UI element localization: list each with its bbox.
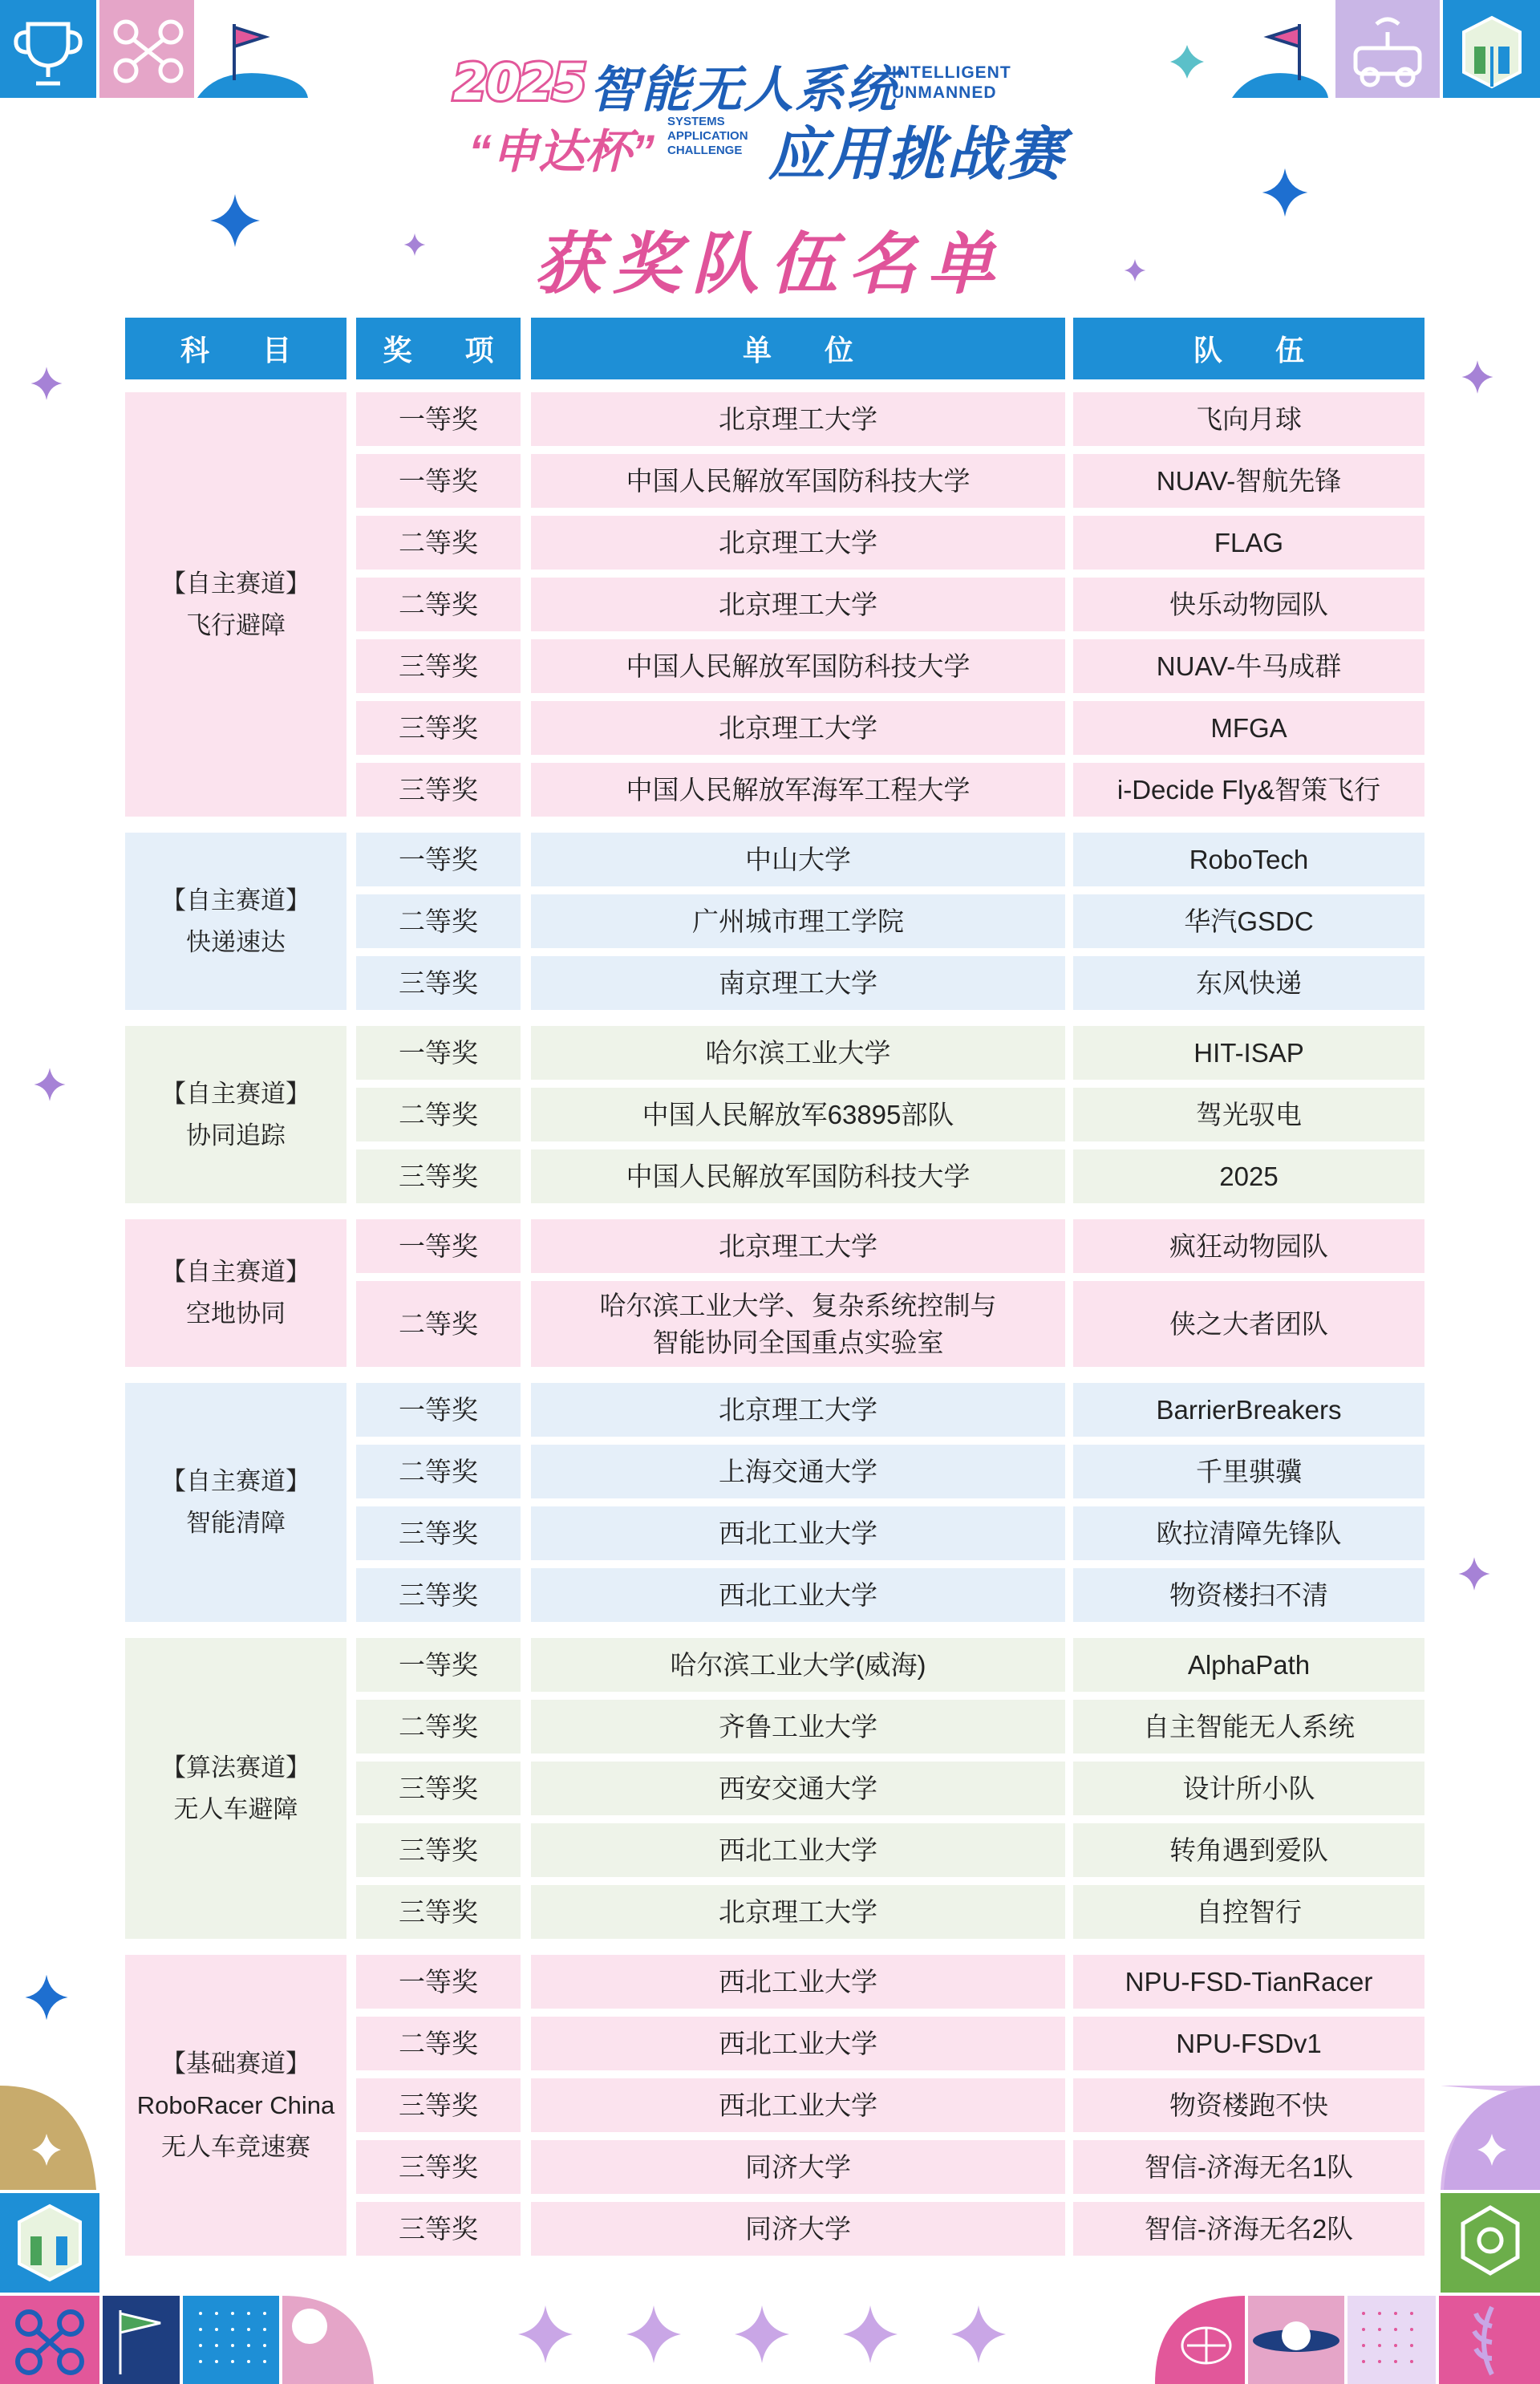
table-cell-team: 智信-济海无名1队	[1073, 2140, 1424, 2194]
english-title-block1	[892, 63, 1011, 103]
table-cell-unit: 西北工业大学	[531, 1568, 1065, 1622]
table-cell-team: 2025	[1073, 1149, 1424, 1203]
table-cell-award: 二等奖	[356, 894, 521, 948]
subject-line: RoboRacer China	[136, 2090, 335, 2119]
subject-cell	[125, 833, 346, 1010]
table-cell-unit: 中国人民解放军国防科技大学	[531, 1149, 1065, 1203]
english-word: APPLICATION	[667, 129, 748, 143]
table-cell-award: 二等奖	[356, 2017, 521, 2070]
event-title-line2: 应用挑战赛	[768, 123, 1066, 187]
table-cell-unit: 同济大学	[531, 2140, 1065, 2194]
table-cell-award: 二等奖	[356, 516, 521, 570]
table-cell-award: 二等奖	[356, 578, 521, 631]
golf-ball-icon	[292, 2309, 327, 2344]
table-cell-unit: 中国人民解放军国防科技大学	[531, 639, 1065, 693]
english-word: INTELLIGENT	[892, 63, 1011, 82]
table-cell-unit: 同济大学	[531, 2202, 1065, 2256]
table-cell-team: 快乐动物园队	[1073, 578, 1424, 631]
unit-line: 哈尔滨工业大学、复杂系统控制与	[599, 1290, 997, 1320]
table-cell-team: 物资楼跑不快	[1073, 2078, 1424, 2132]
table-cell-award: 一等奖	[356, 833, 521, 886]
column-header-team: 队 伍	[1073, 318, 1424, 379]
table-cell-unit: 西北工业大学	[531, 1823, 1065, 1877]
table-cell-unit: 北京理工大学	[531, 578, 1065, 631]
event-year: 2025	[453, 53, 586, 111]
table-cell-team: BarrierBreakers	[1073, 1383, 1424, 1437]
table-cell-team: HIT-ISAP	[1073, 1026, 1424, 1080]
table-cell-award: 三等奖	[356, 956, 521, 1010]
table-cell-award: 一等奖	[356, 1638, 521, 1692]
subject-cell	[125, 1026, 346, 1203]
cup-name: “申达杯”	[468, 126, 655, 178]
table-cell-unit: 北京理工大学	[531, 701, 1065, 755]
table-cell-team: i-Decide Fly&智策飞行	[1073, 763, 1424, 817]
table-cell-team: 疯狂动物园队	[1073, 1219, 1424, 1273]
subject-line: 【自主赛道】	[161, 1079, 310, 1108]
table-cell-unit: 哈尔滨工业大学	[531, 1026, 1065, 1080]
building-block-icon	[19, 2206, 80, 2280]
table-cell-unit: 北京理工大学	[531, 1885, 1065, 1939]
table-cell-unit: 齐鲁工业大学	[531, 1700, 1065, 1754]
table-cell-award: 三等奖	[356, 639, 521, 693]
table-cell-award: 三等奖	[356, 701, 521, 755]
table-cell-award: 一等奖	[356, 1219, 521, 1273]
table-cell-unit: 中国人民解放军63895部队	[531, 1088, 1065, 1141]
table-cell-team: 千里骐骥	[1073, 1445, 1424, 1498]
subject-line: 协同追踪	[186, 1121, 286, 1149]
table-cell-unit: 北京理工大学	[531, 516, 1065, 570]
table-cell-team: 自主智能无人系统	[1073, 1700, 1424, 1754]
table-cell-award: 二等奖	[356, 1281, 521, 1367]
subject-cell	[125, 1638, 346, 1939]
subject-line: 无人车避障	[173, 1794, 298, 1823]
english-word: SYSTEMS	[667, 115, 725, 128]
table-cell-team: NUAV-智航先锋	[1073, 454, 1424, 508]
table-cell-award: 三等奖	[356, 1506, 521, 1560]
table-cell-team: AlphaPath	[1073, 1638, 1424, 1692]
table-cell-award: 三等奖	[356, 2078, 521, 2132]
subject-line: 【算法赛道】	[161, 1753, 310, 1782]
table-cell-team: 物资楼扫不清	[1073, 1568, 1424, 1622]
table-cell-award: 三等奖	[356, 2140, 521, 2194]
table-cell-award: 二等奖	[356, 1700, 521, 1754]
page-header	[0, 0, 1540, 201]
table-cell-unit: 北京理工大学	[531, 392, 1065, 446]
table-cell-team: 转角遇到爱队	[1073, 1823, 1424, 1877]
subject-line: 智能清障	[186, 1509, 286, 1537]
table-cell-award: 一等奖	[356, 1955, 521, 2009]
brain-chip-icon	[1182, 2328, 1230, 2363]
table-cell-unit: 北京理工大学	[531, 1383, 1065, 1437]
table-cell-team: 华汽GSDC	[1073, 894, 1424, 948]
event-title-line1: 智能无人系统	[590, 63, 898, 118]
table-cell-unit: 北京理工大学	[531, 1219, 1065, 1273]
table-cell-unit: 西北工业大学	[531, 1506, 1065, 1560]
subject-cell	[125, 392, 346, 817]
subject-line: 快递速达	[186, 927, 286, 956]
table-cell-award: 三等奖	[356, 763, 521, 817]
subject-line: 【自主赛道】	[161, 1467, 310, 1495]
subject-line: 【自主赛道】	[161, 1258, 310, 1286]
sparkle-row	[513, 2302, 1027, 2366]
table-cell-unit: 西北工业大学	[531, 1955, 1065, 2009]
table-cell-award: 三等奖	[356, 1568, 521, 1622]
table-cell-team: 驾光驭电	[1073, 1088, 1424, 1141]
subject-cell	[125, 1219, 346, 1367]
table-cell-unit: 西北工业大学	[531, 2078, 1065, 2132]
table-cell-team: 设计所小队	[1073, 1762, 1424, 1815]
sparkle-icon	[29, 366, 64, 401]
sparkle-icon	[22, 1973, 71, 2021]
subject-line: 【基础赛道】	[161, 2049, 310, 2078]
column-header-award: 奖 项	[356, 318, 521, 379]
sparkle-icon	[1457, 1556, 1492, 1591]
table-cell-team: 东风快递	[1073, 956, 1424, 1010]
unit-line: 智能协同全国重点实验室	[652, 1327, 944, 1357]
table-cell-unit: 南京理工大学	[531, 956, 1065, 1010]
table-cell-award: 三等奖	[356, 1762, 521, 1815]
table-cell-unit: 西安交通大学	[531, 1762, 1065, 1815]
table-cell-team: FLAG	[1073, 516, 1424, 570]
subject-line: 【自主赛道】	[161, 886, 310, 914]
table-cell-award: 三等奖	[356, 2202, 521, 2256]
column-header-subject: 科 目	[125, 318, 346, 379]
table-cell-award: 三等奖	[356, 1885, 521, 1939]
table-cell-unit: 西北工业大学	[531, 2017, 1065, 2070]
table-cell-unit: 中山大学	[531, 833, 1065, 886]
sparkle-icon	[1460, 359, 1495, 395]
table-cell-award: 一等奖	[356, 1383, 521, 1437]
subject-cell	[125, 1955, 346, 2256]
table-cell-unit: 哈尔滨工业大学(威海)	[531, 1638, 1065, 1692]
table-cell-award: 二等奖	[356, 1445, 521, 1498]
table-cell-team: NPU-FSDv1	[1073, 2017, 1424, 2070]
page-title: 获奖队伍名单	[533, 226, 1006, 302]
english-word: CHALLENGE	[667, 144, 743, 157]
table-cell-unit: 中国人民解放军海军工程大学	[531, 763, 1065, 817]
english-word: UNMANNED	[892, 83, 997, 102]
table-cell-award: 一等奖	[356, 454, 521, 508]
table-cell-team: 自控智行	[1073, 1885, 1424, 1939]
table-cell-unit	[531, 1281, 1065, 1367]
subject-line: 【自主赛道】	[161, 569, 310, 598]
table-cell-team: NUAV-牛马成群	[1073, 639, 1424, 693]
table-cell-award: 二等奖	[356, 1088, 521, 1141]
table-cell-award: 一等奖	[356, 1026, 521, 1080]
sparkle-icon	[32, 1067, 67, 1102]
table-cell-unit: 中国人民解放军国防科技大学	[531, 454, 1065, 508]
subject-line: 无人车竞速赛	[161, 2132, 310, 2161]
table-cell-team: 欧拉清障先锋队	[1073, 1506, 1424, 1560]
subject-line: 飞行避障	[186, 610, 286, 639]
english-title-block2	[667, 115, 748, 158]
table-cell-award: 三等奖	[356, 1823, 521, 1877]
subject-line: 空地协同	[186, 1299, 286, 1328]
column-header-unit: 单 位	[531, 318, 1065, 379]
table-cell-unit: 广州城市理工学院	[531, 894, 1065, 948]
table-cell-team: MFGA	[1073, 701, 1424, 755]
table-cell-team: 飞向月球	[1073, 392, 1424, 446]
table-cell-team: NPU-FSD-TianRacer	[1073, 1955, 1424, 2009]
table-cell-team: 侠之大者团队	[1073, 1281, 1424, 1367]
table-cell-award: 一等奖	[356, 392, 521, 446]
table-cell-team: 智信-济海无名2队	[1073, 2202, 1424, 2256]
table-cell-unit: 上海交通大学	[531, 1445, 1065, 1498]
table-cell-team: RoboTech	[1073, 833, 1424, 886]
subject-cell	[125, 1383, 346, 1622]
table-cell-award: 三等奖	[356, 1149, 521, 1203]
